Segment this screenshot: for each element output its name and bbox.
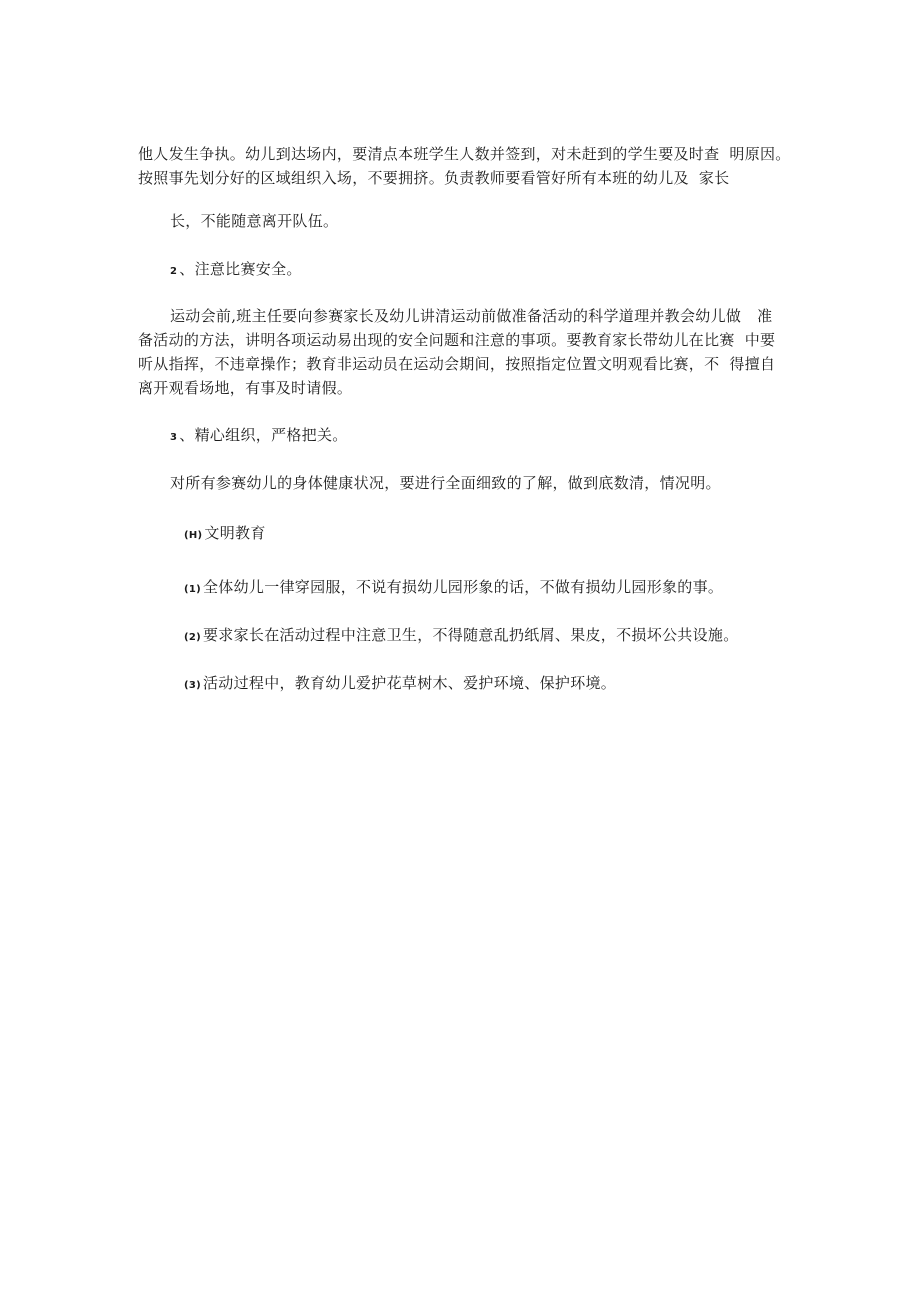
subsection-number: (H) (184, 530, 203, 541)
text-segment: 离开观看场地，有事及时请假。 (138, 379, 353, 397)
subsection-title: 文明教育 (204, 524, 266, 542)
paragraph-line (170, 472, 721, 494)
section-heading (170, 424, 348, 449)
text-segment: 运动会前,班主任要向参赛家长及幼儿讲清运动前做准备活动的科学道理并教会幼儿做 (170, 307, 742, 325)
text-segment: 备活动的方法，讲明各项运动易出现的安全问题和注意的事项。要教育家长带幼儿在比赛 (138, 331, 735, 349)
text-segment: 家长 (698, 169, 730, 187)
subsection-heading (184, 522, 266, 547)
text-segment: 明原因。 (729, 145, 791, 163)
text-segment: 得擅自 (729, 355, 776, 373)
paragraph-line (138, 329, 775, 351)
paragraph-line (138, 353, 775, 375)
text-segment: 他人发生争执。幼儿到达场内，要清点本班学生人数并签到，对未赶到的学生要及时查 (138, 145, 720, 163)
text-segment: 听从指挥，不违章操作；教育非运动员在运动会期间，按照指定位置文明观看比赛，不 (138, 355, 720, 373)
text-segment: 长，不能随意离开队伍。 (170, 212, 339, 230)
item-number: (3) (184, 680, 201, 691)
text-segment: 准 (757, 307, 773, 325)
section-number: 2 (170, 266, 178, 277)
paragraph-line (138, 377, 352, 399)
text-segment: 中要 (744, 331, 776, 349)
section-heading (170, 258, 302, 283)
section-number: 3 (170, 432, 178, 443)
list-item (184, 624, 739, 649)
item-text: 要求家长在活动过程中注意卫生，不得随意乱扔纸屑、果皮，不损坏公共设施。 (203, 626, 739, 644)
item-text: 活动过程中，教育幼儿爱护花草树木、爱护环境、保护环境。 (203, 674, 617, 692)
list-item (184, 672, 616, 697)
paragraph-line (138, 167, 729, 189)
section-title: 、注意比赛安全。 (179, 260, 302, 278)
text-segment: 按照事先划分好的区域组织入场，不要拥挤。负责教师要看管好所有本班的幼儿及 (138, 169, 689, 187)
item-text: 全体幼儿一律穿园服，不说有损幼儿园形象的话，不做有损幼儿园形象的事。 (203, 578, 724, 596)
paragraph-line (170, 210, 338, 232)
section-title: 、精心组织，严格把关。 (179, 426, 348, 444)
paragraph-line (170, 305, 772, 327)
item-number: (1) (184, 584, 201, 595)
item-number: (2) (184, 632, 201, 643)
text-segment: 对所有参赛幼儿的身体健康状况，要进行全面细致的了解，做到底数清，情况明。 (170, 474, 721, 492)
list-item (184, 576, 723, 601)
paragraph-line (138, 143, 791, 165)
